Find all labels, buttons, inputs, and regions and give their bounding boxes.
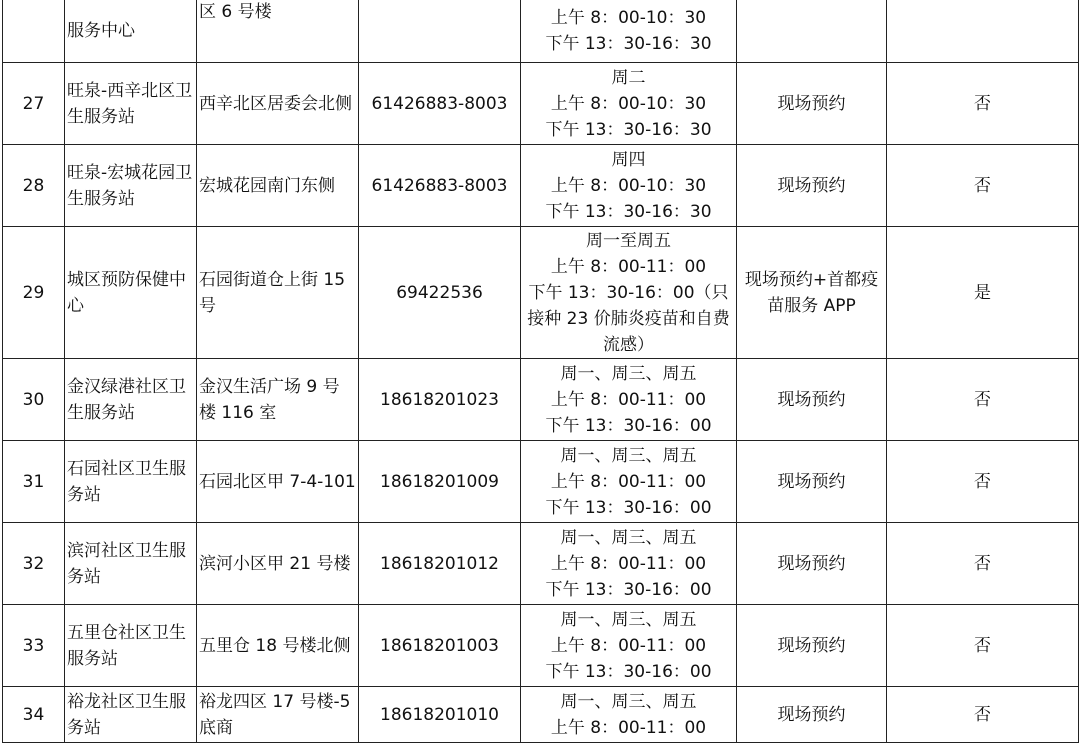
service-hours: [521, 523, 737, 605]
flag-value: 否: [887, 63, 1079, 145]
site-phone: 61426883-8003: [359, 63, 521, 145]
service-hours: [521, 63, 737, 145]
row-number: [3, 0, 65, 63]
site-phone: [359, 0, 521, 63]
table-row: [3, 359, 1079, 441]
row-number: 30: [3, 359, 65, 441]
table-row: [3, 0, 1079, 63]
flag-value: 是: [887, 227, 1079, 359]
row-number: 29: [3, 227, 65, 359]
flag-value: 否: [887, 687, 1079, 743]
site-address: 滨河小区甲 21 号楼: [197, 523, 359, 605]
hours-line: 周一、周三、周五: [560, 527, 697, 548]
hours-line: 下午 13：30-16：30: [545, 33, 712, 54]
site-address: 西辛北区居委会北侧: [197, 63, 359, 145]
hours-line: 周二: [611, 67, 646, 88]
site-address: 金汉生活广场 9 号楼 116 室: [197, 359, 359, 441]
table-row: [3, 605, 1079, 687]
table-row: [3, 441, 1079, 523]
booking-method: [737, 0, 887, 63]
hours-line: 下午 13：30-16：00: [545, 415, 712, 436]
table-row: [3, 227, 1079, 359]
hours-line: 上午 8：00-11：00: [550, 256, 707, 277]
site-phone: 18618201012: [359, 523, 521, 605]
site-name: 五里仓社区卫生服务站: [65, 605, 197, 687]
hours-line: 上午 8：00-10：30: [550, 175, 707, 196]
site-address: 石园街道仓上街 15 号: [197, 227, 359, 359]
site-name: 服务中心: [65, 0, 197, 63]
booking-method: 现场预约: [737, 441, 887, 523]
site-name: 旺泉-宏城花园卫生服务站: [65, 145, 197, 227]
service-hours: [521, 145, 737, 227]
row-number: 28: [3, 145, 65, 227]
site-phone: 18618201009: [359, 441, 521, 523]
site-address: 石园北区甲 7-4-101: [197, 441, 359, 523]
site-name: 裕龙社区卫生服务站: [65, 687, 197, 743]
hours-line: 下午 13：30-16：00（只接种 23 价肺炎疫苗和自费流感）: [527, 282, 730, 355]
hours-line: 下午 13：30-16：00: [545, 661, 712, 682]
hours-line: 周一、周三、周五: [560, 445, 697, 466]
hours-line: 下午 13：30-16：30: [545, 201, 712, 222]
hours-line: 上午 8：00-10：30: [550, 93, 707, 114]
flag-value: 否: [887, 605, 1079, 687]
site-phone: 18618201023: [359, 359, 521, 441]
hours-line: 上午 8：00-11：00: [550, 635, 707, 656]
hours-line: 上午 8：00-11：00: [550, 389, 707, 410]
site-address: 裕龙四区 17 号楼-5 底商: [197, 687, 359, 743]
table-row: [3, 63, 1079, 145]
booking-method: 现场预约: [737, 145, 887, 227]
row-number: 34: [3, 687, 65, 743]
hours-line: 下午 13：30-16：30: [545, 119, 712, 140]
booking-method: 现场预约: [737, 605, 887, 687]
service-hours: [521, 605, 737, 687]
site-name: 滨河社区卫生服务站: [65, 523, 197, 605]
hours-line: 周一、周三、周五: [560, 609, 697, 630]
booking-method: 现场预约: [737, 359, 887, 441]
hours-line: 上午 8：00-11：00: [550, 471, 707, 492]
booking-method: 现场预约: [737, 523, 887, 605]
hours-line: 上午 8：00-11：00: [550, 717, 707, 738]
service-hours: [521, 359, 737, 441]
hours-line: 周一至周五: [586, 230, 671, 251]
site-name: 城区预防保健中心: [65, 227, 197, 359]
table-row: [3, 145, 1079, 227]
site-address: 区 6 号楼: [197, 0, 359, 63]
booking-method: 现场预约+首都疫苗服务 APP: [737, 227, 887, 359]
row-number: 32: [3, 523, 65, 605]
row-number: 27: [3, 63, 65, 145]
site-name: 旺泉-西辛北区卫生服务站: [65, 63, 197, 145]
hours-line: 上午 8：00-11：00: [550, 553, 707, 574]
hours-line: 周四: [611, 149, 646, 170]
hours-line: 周一、周三、周五: [560, 691, 697, 712]
booking-method: 现场预约: [737, 687, 887, 743]
flag-value: 否: [887, 523, 1079, 605]
site-name: 石园社区卫生服务站: [65, 441, 197, 523]
hours-line: 下午 13：30-16：00: [545, 579, 712, 600]
site-address: 五里仓 18 号楼北侧: [197, 605, 359, 687]
site-phone: 61426883-8003: [359, 145, 521, 227]
table-row: [3, 523, 1079, 605]
hours-line: 上午 8：00-10：30: [550, 7, 707, 28]
flag-value: 否: [887, 441, 1079, 523]
flag-value: 否: [887, 359, 1079, 441]
service-hours: [521, 687, 737, 743]
site-phone: 69422536: [359, 227, 521, 359]
booking-method: 现场预约: [737, 63, 887, 145]
table-row: [3, 687, 1079, 743]
service-hours: [521, 441, 737, 523]
site-name: 金汉绿港社区卫生服务站: [65, 359, 197, 441]
site-address: 宏城花园南门东侧: [197, 145, 359, 227]
site-phone: 18618201003: [359, 605, 521, 687]
service-hours: [521, 227, 737, 359]
site-phone: 18618201010: [359, 687, 521, 743]
flag-value: [887, 0, 1079, 63]
service-hours: [521, 0, 737, 63]
hours-line: 周一、周三、周五: [560, 363, 697, 384]
hours-line: 下午 13：30-16：00: [545, 497, 712, 518]
vaccination-sites-table: [2, 0, 1079, 743]
row-number: 33: [3, 605, 65, 687]
row-number: 31: [3, 441, 65, 523]
flag-value: 否: [887, 145, 1079, 227]
